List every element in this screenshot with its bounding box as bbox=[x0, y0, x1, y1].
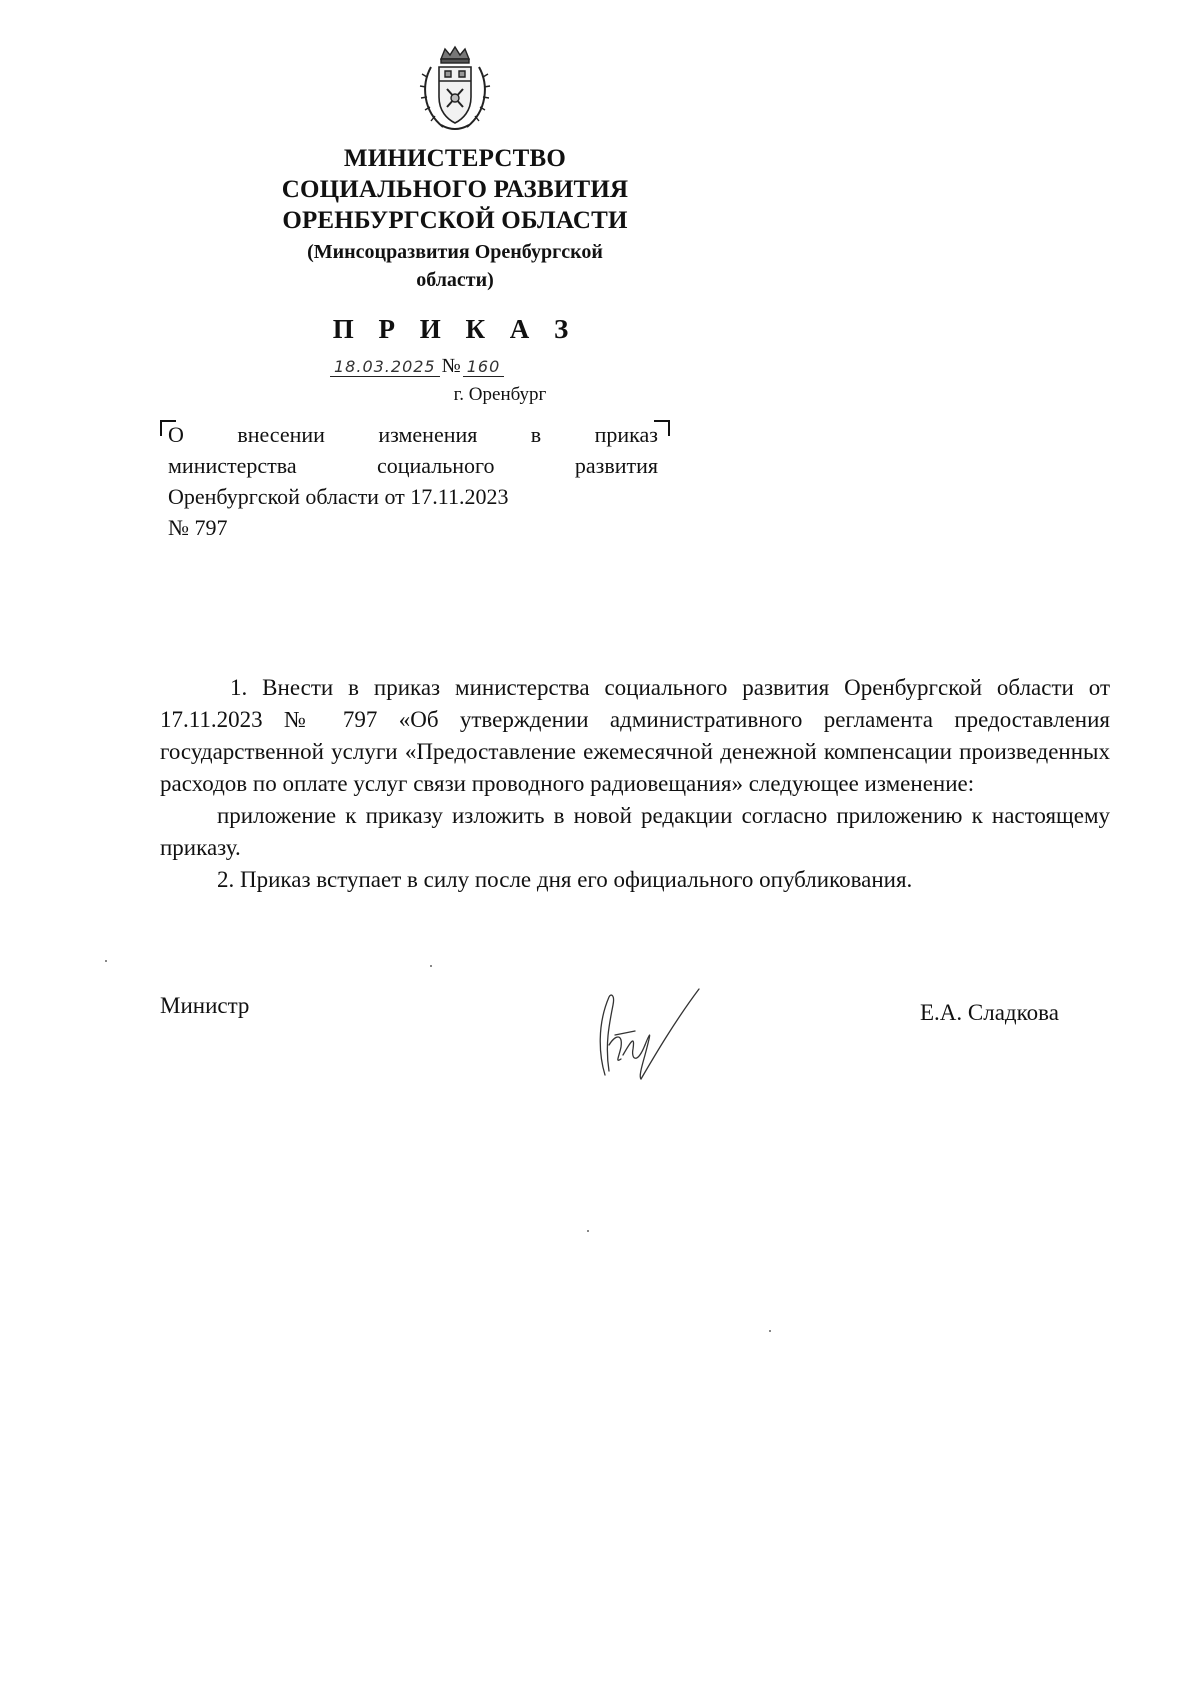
handwritten-signature bbox=[575, 985, 715, 1085]
subject-line-2 bbox=[168, 450, 658, 481]
scan-speck bbox=[430, 965, 432, 967]
subject-word: внесении bbox=[237, 422, 325, 447]
subject-word: О bbox=[168, 422, 184, 447]
signatory-role: Министр bbox=[160, 993, 250, 1018]
ministry-short-name-line-2: области) bbox=[416, 269, 494, 291]
order-date: 18.03.2025 bbox=[330, 357, 440, 377]
subject-line-3: Оренбургской области от 17.11.2023 bbox=[168, 484, 509, 509]
order-subject bbox=[168, 419, 658, 543]
subject-line-1 bbox=[168, 419, 658, 450]
ministry-name-line-1: МИНИСТЕРСТВО bbox=[343, 145, 567, 172]
body-paragraph-2: приложение к приказу изложить в новой редакции согласно приложению к настоящему приказу. bbox=[160, 803, 1110, 860]
ministry-name-line-3: ОРЕНБУРГСКОЙ ОБЛАСТИ bbox=[282, 207, 628, 234]
subject-word: министерства bbox=[168, 453, 297, 478]
order-body bbox=[160, 672, 1110, 896]
body-paragraph-1: 1. Внести в приказ министерства социального развития Оренбургской области от 17.11.2023 № 797 «Об утверждении административного регламента предоставления государственной услуги «Предоставление ежемесячной денежной компенсации произведенных расходов по оплате услуг связи проводного радиовещания» следующее изменение: bbox=[160, 675, 1110, 796]
scan-speck bbox=[105, 960, 107, 962]
number-sign: № bbox=[441, 355, 461, 377]
signatory-name: Е.А. Сладкова bbox=[920, 1000, 1059, 1025]
document-type: П Р И К А З bbox=[332, 314, 578, 344]
subject-word: социального bbox=[376, 453, 495, 478]
scan-speck bbox=[769, 1330, 771, 1332]
order-date-number bbox=[330, 355, 580, 383]
subject-word: развития bbox=[574, 453, 658, 478]
scan-speck bbox=[587, 1230, 589, 1232]
subject-line-4: № 797 bbox=[168, 515, 228, 540]
coat-of-arms-icon bbox=[417, 45, 493, 133]
order-city: г. Оренбург bbox=[453, 384, 547, 405]
ministry-short-name-line-1: (Минсоцразвития Оренбургской bbox=[307, 241, 603, 263]
ministry-header bbox=[250, 143, 660, 294]
subject-word: изменения bbox=[378, 422, 478, 447]
order-number: 160 bbox=[463, 357, 505, 377]
ministry-name-line-2: СОЦИАЛЬНОГО РАЗВИТИЯ bbox=[281, 176, 629, 203]
body-paragraph-3: 2. Приказ вступает в силу после дня его официального опубликования. bbox=[217, 867, 913, 892]
subject-word: в bbox=[530, 422, 542, 447]
subject-word: приказ bbox=[594, 422, 658, 447]
